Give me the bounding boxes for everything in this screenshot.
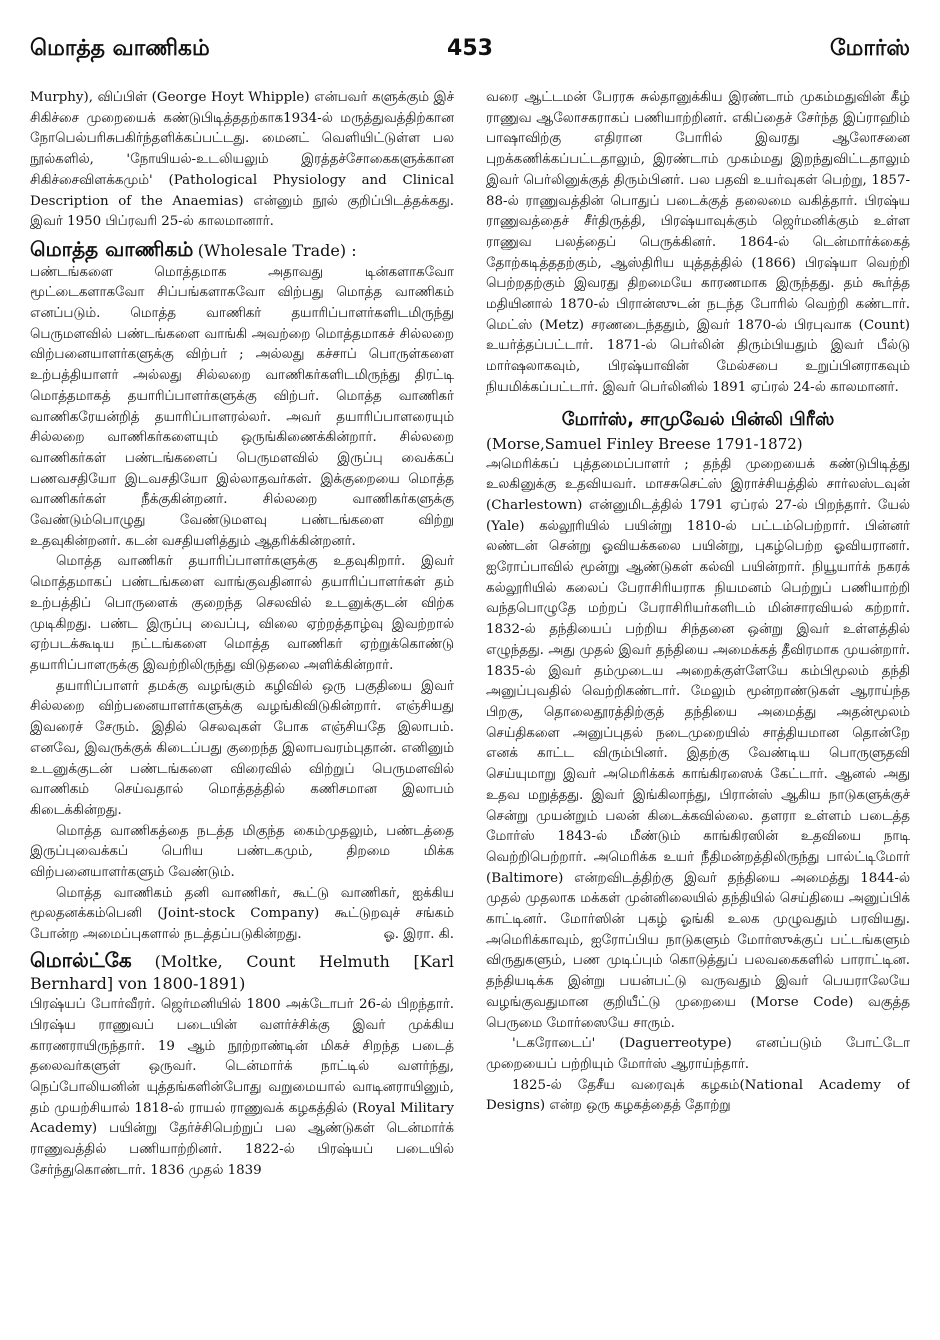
page-number: 453 xyxy=(447,36,493,61)
paragraph xyxy=(30,884,454,946)
running-head-left: மொத்த வாணிகம் xyxy=(30,36,210,61)
paragraph: பண்டங்களை மொத்தமாக அதாவது டின்களாகவோ மூட்டைகளாகவோ சிப்பங்களாகவோ விற்பது மொத்த வாணிகம் எனப்படும். மொத்த வாணிகர் தயாரிப்பாளர்களிடமிருந்து பெருமளவில் பண்டங்களை வாங்கி அவற்றை மொத்தமாகச் சில்லறை விற்பனையாளர்களுக்கு விற்பர் ; அல்லது கச்சாப் பொருள்களை உற்பத்தியாளர் அல்லது சில்லறை வாணிகர்களிடமிருந்து திரட்டி மொத்தமாகத் தயாரிப்பாளர்களுக்கு விற்பர். மொத்த வாணிகர் வாணிகரேயன்றித் தயாரிப்பாளரல்லர். அவர் தயாரிப்பாளரையும் சில்லறை வாணிகர்களையும் ஒருங்கிணைக்கின்றார். சில்லறை வாணிகர்கள் பண்டங்களைப் பெருமளவில் இருப்பு வைக்கப் பணவசதியோ இடவசதியோ இல்லாதவர்கள். இக்குறையை மொத்த வாணிகர்கள் நீக்குகின்றனர். சில்லறை வாணிகர்களுக்கு வேண்டும்பொழுது வேண்டுமளவு பண்டங்களை விற்று உதவுகின்றனர். கடன் வசதியளித்தும் ஆதரிக்கின்றனர். xyxy=(30,264,454,549)
paragraph: மொத்த வாணிகத்தை நடத்த மிகுந்த கைம்முதலும், பண்டத்தை இருப்புவைக்கப் பெரிய பண்டகமும், திறமை மிக்க விற்பனையாளர்களும் வேண்டும். xyxy=(30,823,454,881)
page-header xyxy=(30,28,910,68)
right-column xyxy=(486,88,910,1316)
headword: மொல்ட்கே xyxy=(30,947,132,972)
headword-gloss: (Moltke, Count Helmuth [Karl Bernhard] von 1800-1891) xyxy=(30,951,454,993)
paragraph-continued: வரை ஆட்டமன் பேரரசு சுல்தானுக்கிய இரண்டாம் முகம்மதுவின் கீழ் ராணுவ ஆலோசகராகப் பணியாற்றினர். எகிப்தைச் சேர்ந்த இப்ராஹிம் பாஷாவிற்கு எதிரான போரில் இவரது ஆலோசனை புறக்கணிக்கப்பட்டதாலும், இரண்டாம் முகம்மது இறந்துவிட்டதாலும் இவர் பெர்லினுக்குத் திரும்பினர். பல பதவி உயர்வுகள் பெற்று, 1857-88-ல் ராணுவத்தின் பொதுப் படைக்குத் தலைமை வகித்தார். பிரஷ்ய ராணுவத்தைச் சீர்திருத்தி, பிரஷ்யாவுக்கும் ஜெர்மனிக்கும் உள்ள ராணுவ பலத்தைப் பெருக்கினர். 1864-ல் டென்மார்க்கைத் தோற்கடித்ததற்கும், ஆஸ்திரிய யுத்தத்தில் (1866) பிரஷ்யா வெற்றி பெற்றதற்கும் இவரது திறமையே காரணமாக இருந்தது. தம் கூர்த்த மதியினால் 1870-ல் பிரான்ஸுடன் நடந்த போரில் வெற்றி கண்டார். மெட்ஸ் (Metz) சரணடைந்ததும், இவர் 1870-ல் பிரபுவாக (Count) உயர்த்தப்பட்டார். 1871-ல் பெர்லின் திரும்பியதும் இவர் பீல்டு மார்ஷலாகவும், பிரஷ்யாவின் மேல்சபை உறுப்பினராகவும் நியமிக்கப்பட்டார். இவர் பெர்லினில் 1891 ஏப்ரல் 24-ல் காலமானர். xyxy=(486,90,910,395)
author-initials: ஓ. இரா. கி. xyxy=(383,927,454,943)
running-head-right: மோர்ஸ் xyxy=(830,36,910,61)
headword: மொத்த வாணிகம் xyxy=(30,236,194,261)
entry-heading-moltke xyxy=(30,947,454,995)
left-column xyxy=(30,88,454,1316)
entry-heading-morse: மோர்ஸ், சாமுவேல் பின்லி பிரீஸ் xyxy=(561,408,835,430)
entry-heading-wholesale-trade xyxy=(30,236,454,263)
paragraph: பிரஷ்யப் போர்வீரர். ஜெர்மனியில் 1800 அக்டோபர் 26-ல் பிறந்தார். பிரஷ்ய ராணுவப் படையின் வளர்ச்சிக்கு இவர் முக்கிய காரணராயிருந்தார். 19 ஆம் நூற்றாண்டின் மிகச் சிறந்த படைத் தலைவர்களுள் ஒருவர். டென்மார்க் நாட்டில் வளர்ந்து, நெப்போலியனின் யுத்தங்களின்போது வறுமையால் வாடினராயினும், தம் முயற்சியால் 1818-ல் ராயல் ராணுவக் கழகத்தில் (Royal Military Academy) பயின்று தேர்ச்சிபெற்றுப் பல ஆண்டுகள் டென்மார்க் ராணுவத்தில் பணியாற்றினர். 1822-ல் பிரஷ்யப் படையில் சேர்ந்துகொண்டார். 1836 முதல் 1839 xyxy=(30,997,454,1178)
paragraph: 1825-ல் தேசீய வரைவுக் கழகம்(National Academy of Designs) என்ற ஒரு கழகத்தைத் தோற்று xyxy=(486,1077,910,1114)
paragraph: தயாரிப்பாளர் தமக்கு வழங்கும் கழிவில் ஒரு பகுதியை இவர் சில்லறை விற்பனையாளர்களுக்கு வழங்கிவிடுகின்றார். எஞ்சியது இவரைச் சேரும். இதில் செலவுகள் போக எஞ்சியதே இலாபம். எனவே, இவருக்குக் கிடைப்பது குறைந்த இலாபவரம்புதான். எனினும் உடனுக்குடன் பண்டங்களை விரைவில் விற்றுப் பெருமளவில் வாணிகம் செய்வதால் மொத்தத்தில் கணிசமான இலாபம் கிடைக்கின்றது. xyxy=(30,678,454,818)
paragraph: அமெரிக்கப் புத்தமைப்பாளர் ; தந்தி முறையைக் கண்டுபிடித்து உலகினுக்கு உதவியவர். மாசசுசெட்ஸ் இராச்சியத்தில் சார்லஸ்டவுன் (Charlestown) என்னுமிடத்தில் 1791 ஏப்ரல் 27-ல் பிறந்தார். யேல் (Yale) கல்லூரியில் பயின்று 1810-ல் பட்டம்பெற்றார். பின்னர் லண்டன் சென்று ஓவியக்கலை பயின்று, புகழ்பெற்ற ஓவியரானர். ஐரோப்பாவில் மூன்று ஆண்டுகள் கல்வி பயின்றார். நியூயார்க் நகரக் கல்லூரியில் கலைப் பேராசிரியராக நியமனம் பெற்றுப் பணியாற்றி வந்தபொழுதே மற்றப் பேராசிரியர்களிடம் மின்சாரவியல் கற்றார். 1832-ல் தந்தியைப் பற்றிய சிந்தனை ஒன்று இவர் உள்ளத்தில் எழுந்தது. அது முதல் இவர் தந்தியை அமைக்கத் தீவிரமாக முயன்றார். 1835-ல் இவர் தம்முடைய அறைக்குள்ளேயே கம்பிமூலம் தந்தி அனுப்புவதில் வெற்றிகண்டார். மேலும் மூன்றாண்டுகள் ஆராய்ந்த பிறகு, தொலைதூரத்திற்குத் தந்தியை அமைத்து அதன்மூலம் செய்திகளை அனுப்புதல் நடைமுறையில் சாத்தியமான தொன்றே எனக் காட்ட விரும்பினர். இதற்கு வேண்டிய பொருளுதவி செய்யுமாறு இவர் அமெரிக்கக் காங்கிரஸைக் கேட்டார். ஆனல் அது உதவ மறுத்தது. இவர் இங்கிலாந்து, பிரான்ஸ் ஆகிய நாடுகளுக்குச் சென்று முயன்றும் பலன் கிடைக்கவில்லை. தளரா உள்ளம் படைத்த மோர்ஸ் 1843-ல் மீண்டும் காங்கிரஸின் உதவியை நாடி வெற்றிபெற்றார். அமெரிக்க உயர் நீதிமன்றத்திலிருந்து பால்ட்டிமோர் (Baltimore) என்றவிடத்திற்கு இவர் தந்தியை அமைத்து 1844-ல் முதல் முதலாக மக்கள் முன்னிலையில் தந்தியில் செய்தியை அனுப்பிக் காட்டினர். மோர்ஸின் புகழ் ஓங்கி உலக முழுவதும் பரவியது. அமெரிக்காவும், ஐரோப்பிய நாடுகளும் மோர்ஸுக்குப் பட்டங்களும் விருதுகளும், பண முடிப்பும் கொடுத்துப் பலவகைகளில் பாராட்டின. தந்தியடிக்க இன்று பயன்பட்டு வருவதும் இவர் பெயராலேயே வழங்குவதுமான குறியீட்டு முறையை (Morse Code) வகுத்த பெருமை மோர்ஸையே சாரும். xyxy=(486,456,910,1031)
paragraph: 'டகரோடைப்' (Daguerreotype) எனப்படும் போட்டோ முறையைப் பற்றியும் மோர்ஸ் ஆராய்ந்தார். xyxy=(486,1036,910,1072)
headword-gloss: (Morse,Samuel Finley Breese 1791-1872) xyxy=(486,434,803,453)
paragraph-continued: Murphy), விப்பிள் (George Hoyt Whipple) என்பவர் களுக்கும் இச் சிகிச்சை முறையைக் கண்டுபிடித்ததற்காக1934-ல் மருத்துவத்திற்கான நோபெல்பரிசுபகிர்ந்தளிக்கப்பட்டது. மைனட் வெளியிட்டுள்ள பல நூல்களில், 'நோயியல்-உடலியலும் இரத்தச்சோகைகளுக்கான சிகிச்சைவிளக்கமும்' (Pathological Physiology and Clinical Description of the Anaemias) என்னும் நூல் குறிப்பிடத்தக்கது. இவர் 1950 பிப்ரவரி 25-ல் காலமானார். xyxy=(30,90,454,230)
paragraph: மொத்த வாணிகர் தயாரிப்பாளர்களுக்கு உதவுகிறார். இவர் மொத்தமாகப் பண்டங்களை வாங்குவதினால் தயாரிப்பாளர்கள் தம் உற்பத்திப் பொருளைக் குறைந்த செலவில் உடனுக்குடன் விற்க முடிகிறது. பண்ட இருப்பு வைப்பு, விலை ஏற்றத்தாழ்வு இவற்றால் ஏற்படக்கூடிய நட்டங்களை மொத்த வாணிகர் ஏற்றுக்கொண்டு தயாரிப்பாளருக்கு இவற்றிலிருந்து விடுதலை அளிக்கின்றார். xyxy=(30,554,454,673)
headword-gloss: (Wholesale Trade) : xyxy=(197,240,357,260)
paragraph-text: மொத்த வாணிகம் தனி வாணிகர், கூட்டு வாணிகர், ஐக்கிய மூலதனக்கம்பெனி (Joint-stock Company) கூட்டுறவுச் சங்கம் போன்ற அமைப்புகளால் நடத்தப்படுகின்றது. xyxy=(30,885,454,943)
